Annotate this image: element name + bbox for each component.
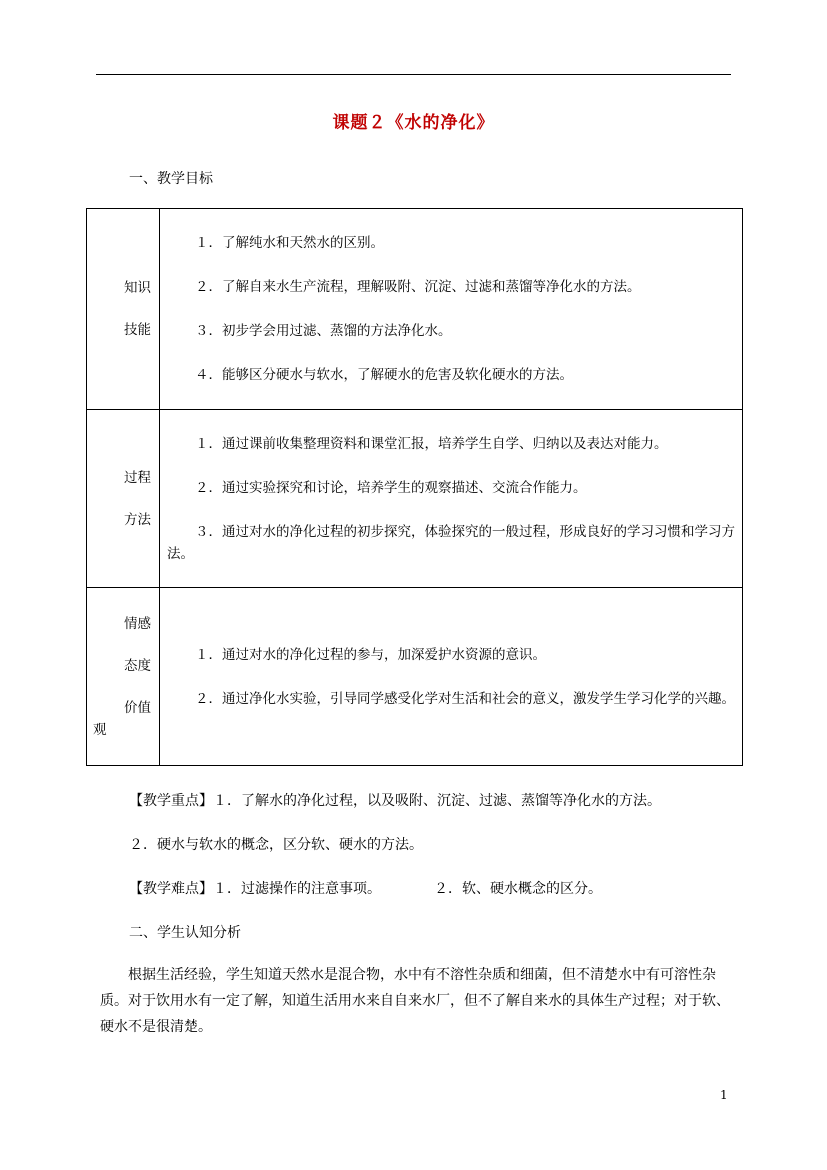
goals-row-process bbox=[87, 410, 743, 588]
category-cell bbox=[87, 410, 160, 588]
category-label: 知识 bbox=[124, 280, 151, 296]
goal-item: ３．初步学会用过滤、蒸馏的方法净化水。 bbox=[195, 323, 452, 339]
category-label: 过程 bbox=[124, 469, 151, 486]
goal-item: ３．通过对水的净化过程的初步探究，体验探究的一般过程，形成良好的学习习惯和学习方法。 bbox=[167, 523, 735, 562]
goal-item: １．通过对水的净化过程的参与，加深爱护水资源的意识。 bbox=[195, 646, 546, 663]
difficulties-line: ２．软、硬水概念的区分。 bbox=[434, 881, 602, 897]
category-cell bbox=[87, 209, 160, 410]
section-heading-analysis: 二、学生认知分析 bbox=[129, 925, 241, 941]
goals-row-attitude bbox=[87, 588, 743, 766]
goal-items-cell bbox=[160, 209, 743, 410]
goal-item: ２．通过实验探究和讨论，培养学生的观察描述、交流合作能力。 bbox=[195, 479, 587, 496]
header-rule bbox=[96, 74, 731, 75]
goals-table bbox=[86, 208, 743, 766]
goals-row-knowledge bbox=[87, 209, 743, 410]
category-label: 技能 bbox=[124, 322, 151, 338]
goal-item: ２．通过净化水实验，引导同学感受化学对生活和社会的意义，激发学生学习化学的兴趣。 bbox=[195, 690, 735, 707]
difficulties-line: 【教学难点】１．过滤操作的注意事项。 bbox=[129, 881, 381, 897]
category-label: 态度 bbox=[124, 657, 151, 674]
page-number: 1 bbox=[720, 1088, 728, 1102]
page-title: 课题２《水的净化》 bbox=[332, 113, 495, 133]
goal-item: ２．了解自来水生产流程，理解吸附、沉淀、过滤和蒸馏等净化水的方法。 bbox=[195, 279, 641, 295]
goal-items-cell bbox=[160, 410, 743, 588]
category-label: 方法 bbox=[124, 511, 151, 528]
goal-item: １．通过课前收集整理资料和课堂汇报，培养学生自学、归纳以及表达对能力。 bbox=[195, 435, 668, 452]
goal-items-cell bbox=[160, 588, 743, 766]
category-label: 价值 bbox=[124, 699, 151, 716]
goal-item: １．了解纯水和天然水的区别。 bbox=[195, 235, 384, 251]
key-points-line: 【教学重点】１．了解水的净化过程，以及吸附、沉淀、过滤、蒸馏等净化水的方法。 bbox=[129, 793, 661, 809]
category-cell bbox=[87, 588, 160, 766]
key-points-line: ２．硬水与软水的概念，区分软、硬水的方法。 bbox=[129, 837, 423, 853]
goal-item: ４．能够区分硬水与软水，了解硬水的危害及软化硬水的方法。 bbox=[195, 367, 573, 383]
category-label: 情感 bbox=[124, 615, 151, 632]
section-heading-goals: 一、教学目标 bbox=[129, 171, 213, 187]
category-label-tail: 观 bbox=[93, 721, 107, 738]
analysis-paragraph: 根据生活经验，学生知道天然水是混合物，水中有不溶性杂质和细菌，但不清楚水中有可溶性杂质。对于饮用水有一定了解，知道生活用水来自自来水厂，但不了解自来水的具体生产过程；对于软、硬水不是很清楚。 bbox=[100, 967, 730, 1035]
